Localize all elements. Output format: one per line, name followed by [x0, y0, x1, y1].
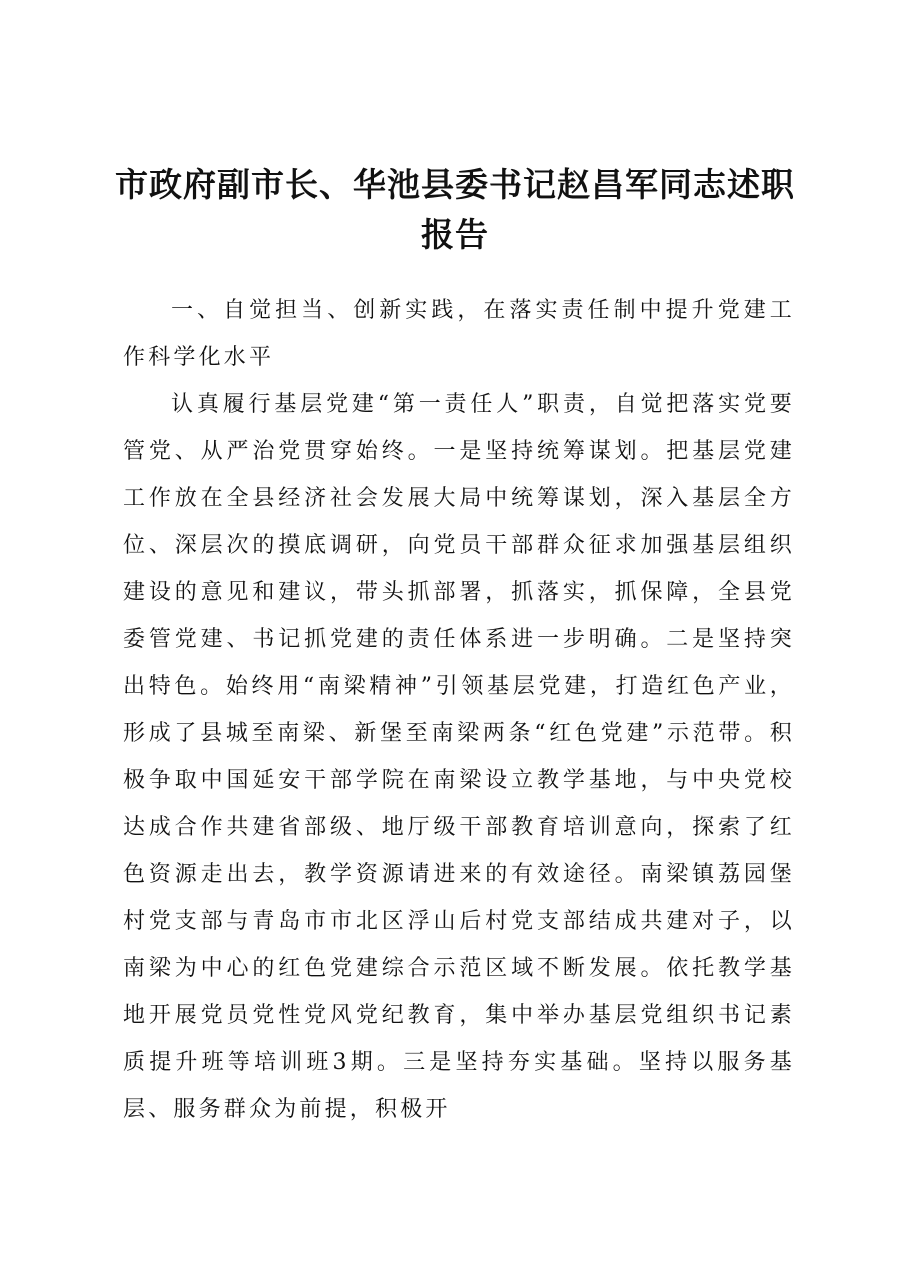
- document-title: 市政府副市长、华池县委书记赵昌军同志述职报告: [115, 165, 795, 254]
- section-heading-paragraph: 一、自觉担当、创新实践，在落实责任制中提升党建工作科学化水平: [123, 298, 795, 370]
- document-body: [123, 287, 795, 1133]
- body-paragraph: 认真履行基层党建“第一责任人”职责，自觉把落实党要管党、从严治党贯穿始终。一是坚持统筹谋划。把基层党建工作放在全县经济社会发展大局中统筹谋划，深入基层全方位、深层次的摸底调研，向党员干部群众征求加强基层组织建设的意见和建议，带头抓部署，抓落实，抓保障，全县党委管党建、书记抓党建的责任体系进一步明确。二是坚持突出特色。始终用“南梁精神”引领基层党建，打造红色产业，形成了县城至南梁、新堡至南梁两条“红色党建”示范带。积极争取中国延安干部学院在南梁设立教学基地，与中央党校达成合作共建省部级、地厅级干部教育培训意向，探索了红色资源走出去，教学资源请进来的有效途径。南梁镇荔园堡村党支部与青岛市市北区浮山后村党支部结成共建对子，以南梁为中心的红色党建综合示范区域不断发展。依托教学基地开展党员党性党风党纪教育，集中举办基层党组织书记素质提升班等培训班3期。三是坚持夯实基础。坚持以服务基层、服务群众为前提，积极开: [123, 392, 795, 1122]
